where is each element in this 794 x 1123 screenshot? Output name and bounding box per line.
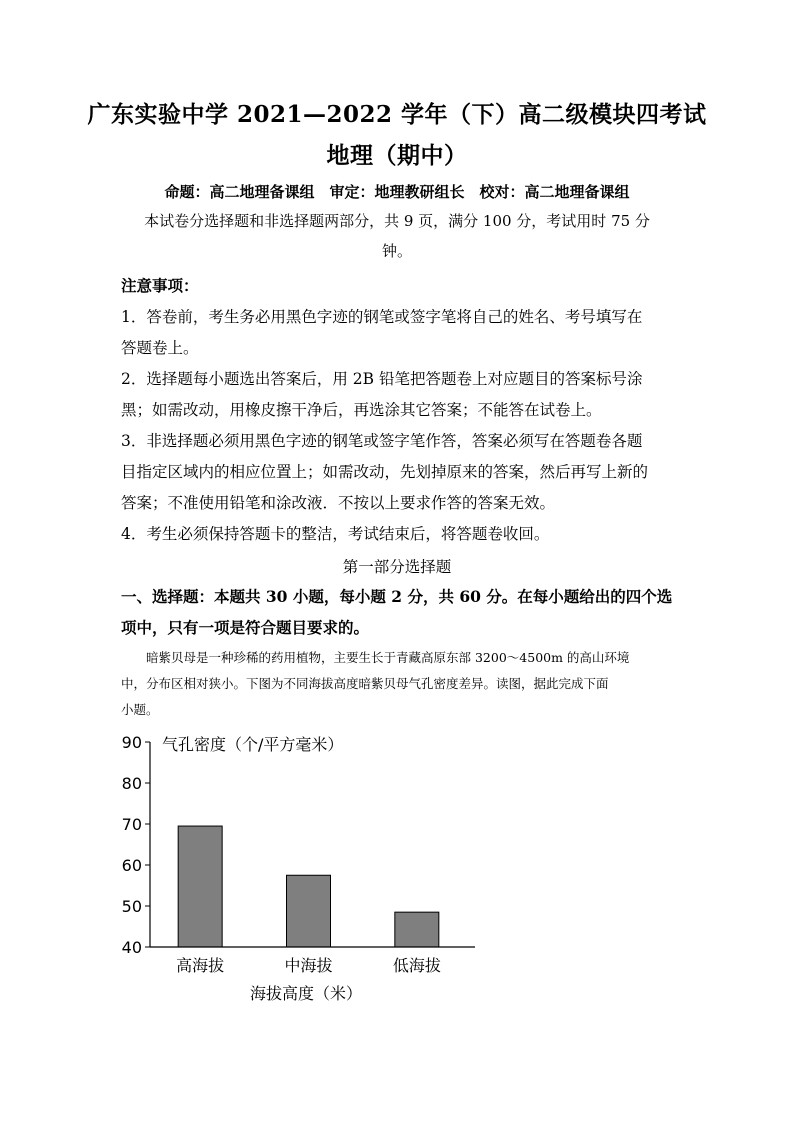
notice-line: 1．答卷前，考生务必用黑色字迹的钢笔或签字笔将自己的姓名、考号填写在 [121, 308, 643, 326]
y-tick-label: 40 [121, 938, 142, 957]
y-axis-ticks [122, 733, 150, 957]
intro-line-2: 钟。 [381, 242, 412, 260]
y-tick-label: 50 [121, 897, 142, 916]
x-axis-label: 海拔高度（米） [249, 984, 363, 1003]
notice-line: 答题卷上。 [121, 339, 199, 357]
intro-line-1: 本试卷分选择题和非选择题两部分，共 9 页，满分 100 分，考试用时 75 分 [144, 212, 650, 230]
notice-line: 4．考生必须保持答题卡的整洁，考试结束后，将答题卷收回。 [121, 525, 550, 543]
passage-line-1: 暗紫贝母是一种珍稀的药用植物，主要生长于青藏高原东部 3200～4500m 的高山环境 [146, 650, 630, 665]
y-tick-label: 70 [121, 815, 142, 834]
bar-2 [287, 875, 331, 947]
x-tick-label: 高海拔 [176, 956, 225, 975]
y-tick-label: 80 [121, 774, 142, 793]
passage-line-3: 小题。 [121, 702, 159, 717]
bar-series [178, 826, 439, 947]
notice-heading: 注意事项： [121, 276, 199, 295]
notice-line: 黑；如需改动，用橡皮擦干净后，再选涂其它答案；不能答在试卷上。 [121, 401, 602, 419]
x-tick-label: 中海拔 [284, 956, 333, 975]
section-instruction-1: 一、选择题：本题共 30 小题，每小题 2 分，共 60 分。在每小题给出的四个选 [121, 587, 673, 606]
y-axis-label: 气孔密度（个/平方毫米） [162, 735, 344, 754]
exam-title: 广东实验中学 2021—2022 学年（下）高二级模块四考试 [87, 101, 707, 128]
section-instruction-2: 项中，只有一项是符合题目要求的。 [121, 618, 370, 637]
section-heading: 第一部分选择题 [342, 558, 452, 576]
passage-line-2: 中，分布区相对狭小。下图为不同海拔高度暗紫贝母气孔密度差异。读图，据此完成下面 [121, 676, 609, 691]
notice-line: 目指定区域内的相应位置上；如需改动，先划掉原来的答案，然后再写上新的 [121, 463, 649, 481]
notice-line: 2．选择题每小题选出答案后，用 2B 铅笔把答题卷上对应题目的答案标号涂 [121, 370, 643, 388]
bar-1 [178, 826, 222, 947]
credits-line: 命题：高二地理备课组 审定：地理教研组长 校对：高二地理备课组 [164, 183, 630, 201]
notice-line: 答案；不准使用铅笔和涂改液．不按以上要求作答的答案无效。 [121, 494, 556, 512]
x-axis-ticks [176, 956, 441, 975]
notice-line: 3．非选择题必须用黑色字迹的钢笔或签字笔作答，答案必须写在答题卷各题 [121, 432, 643, 450]
stomata-density-bar-chart [110, 728, 490, 1008]
x-tick-label: 低海拔 [392, 956, 441, 975]
bar-3 [395, 912, 439, 947]
exam-subtitle: 地理（期中） [326, 142, 468, 169]
y-tick-label: 60 [121, 856, 142, 875]
y-tick-label: 90 [121, 733, 142, 752]
